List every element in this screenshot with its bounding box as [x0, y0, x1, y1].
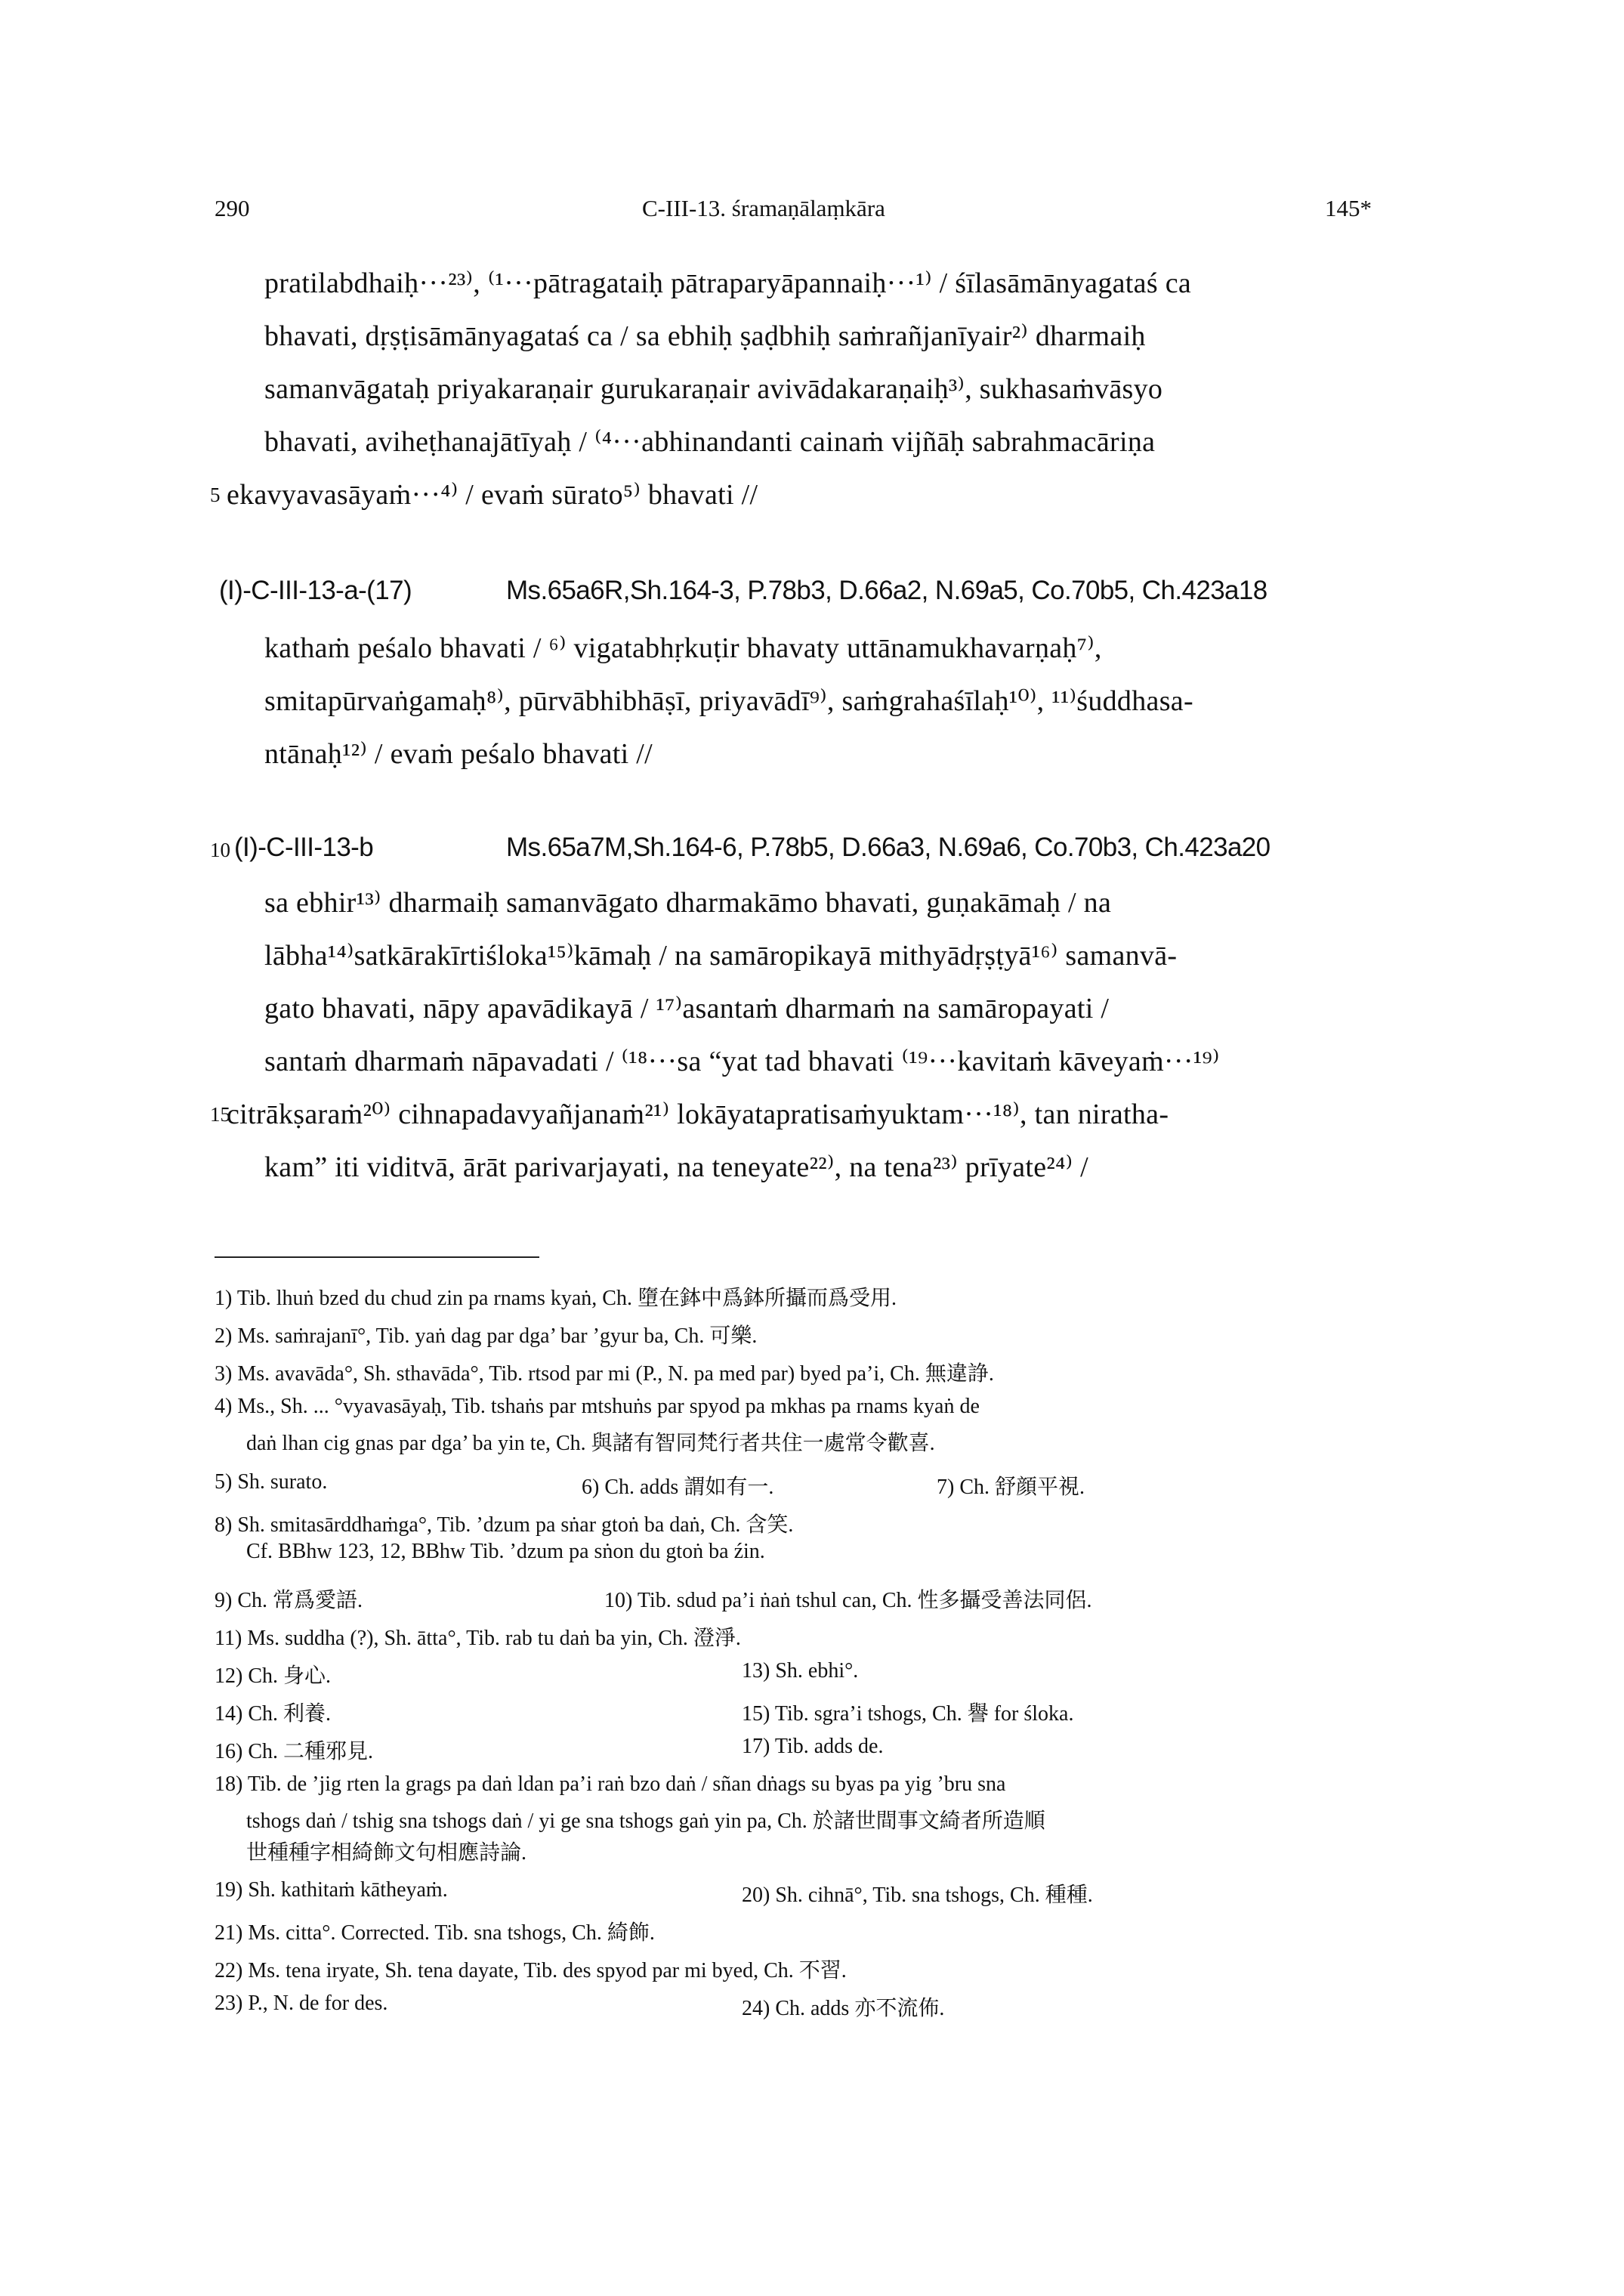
footnote: 21) Ms. citta°. Corrected. Tib. sna tshogs, Ch. 綺飾.	[215, 1921, 655, 1945]
text-line: kam” iti viditvā, ārāt parivarjayati, na teneyate²²⁾, na tena²³⁾ prīyate²⁴⁾ /	[264, 1151, 1088, 1183]
footnote: 18) Tib. de ’jig rten la grags pa daṅ ldan pa’i raṅ bzo daṅ / sñan dṅags su byas pa yig ’bru sna	[215, 1772, 1006, 1796]
running-title: C-III-13. śramaṇālaṃkāra	[642, 195, 885, 221]
section-refs: Ms.65a6R,Sh.164-3, P.78b3, D.66a2, N.69a5, Co.70b5, Ch.423a18	[506, 576, 1267, 605]
text-line: bhavati, aviheṭhanajātīyaḥ / ⁽⁴···abhinandanti cainaṁ vijñāḥ sabrahmacāriṇa	[264, 426, 1156, 458]
footnote: 16) Ch. 二種邪見.	[215, 1740, 374, 1763]
footnote: 11) Ms. suddha (?), Sh. ātta°, Tib. rab tu daṅ ba yin, Ch. 澄淨.	[215, 1627, 741, 1650]
section-label: (I)-C-III-13-b	[234, 833, 374, 862]
text-line: smitapūrvaṅgamaḥ⁸⁾, pūrvābhibhāṣī, priyavādī⁹⁾, saṁgrahaśīlaḥ¹⁰⁾, ¹¹⁾śuddhasa-	[264, 685, 1193, 717]
footnote-rule	[215, 1256, 539, 1258]
footnote: 14) Ch. 利養.	[215, 1702, 332, 1726]
footnote: 24) Ch. adds 亦不流佈.	[742, 1997, 945, 2020]
footnote: 12) Ch. 身心.	[215, 1664, 332, 1688]
footnote: 9) Ch. 常爲愛語.	[215, 1589, 363, 1612]
footnote-continuation: tshogs daṅ / tshig sna tshogs daṅ / yi ge sna tshogs gaṅ yin pa, Ch. 於諸世間事文綺者所造順	[246, 1809, 1045, 1833]
footnote: 7) Ch. 舒顔平視.	[937, 1476, 1085, 1499]
footnote-continuation: daṅ lhan cig gnas par dga’ ba yin te, Ch. 與諸有智同梵行者共住一處常令歡喜.	[246, 1432, 935, 1455]
footnote: 6) Ch. adds 謂如有一.	[582, 1476, 774, 1499]
footnote: 4) Ms., Sh. ... °vyavasāyaḥ, Tib. tshaṅs par mtshuṅs par spyod pa mkhas pa rnams kyaṅ de	[215, 1395, 980, 1418]
footnote: 13) Sh. ebhi°.	[742, 1659, 859, 1683]
folio-number: 145*	[1325, 195, 1372, 221]
footnote-continuation: Cf. BBhw 123, 12, BBhw Tib. ’dzum pa sṅon du gtoṅ ba źin.	[246, 1540, 765, 1563]
text-line: bhavati, dṛṣṭisāmānyagataś ca / sa ebhiḥ ṣaḍbhiḥ saṁrañjanīyair²⁾ dharmaiḥ	[264, 320, 1146, 352]
section-refs: Ms.65a7M,Sh.164-6, P.78b5, D.66a3, N.69a6, Co.70b3, Ch.423a20	[506, 833, 1270, 862]
text-line: gato bhavati, nāpy apavādikayā / ¹⁷⁾asantaṁ dharmaṁ na samāropayati /	[264, 993, 1110, 1024]
footnote: 20) Sh. cihnā°, Tib. sna tshogs, Ch. 種種.	[742, 1883, 1093, 1907]
footnote: 23) P., N. de for des.	[215, 1992, 388, 2015]
page-number: 290	[215, 195, 250, 221]
text-line: samanvāgataḥ priyakaraṇair gurukaraṇair avivādakaraṇaiḥ³⁾, sukhasaṁvāsyo	[264, 373, 1163, 405]
footnote: 22) Ms. tena iryate, Sh. tena dayate, Tib. des spyod par mi byed, Ch. 不習.	[215, 1959, 847, 1982]
line-number: 5	[210, 484, 221, 506]
footnote-continuation: 世種種字相綺飾文句相應詩論.	[246, 1841, 527, 1865]
text-line: ekavyavasāyaṁ···⁴⁾ / evaṁ sūrato⁵⁾ bhavati //	[227, 479, 758, 511]
text-line: pratilabdhaiḥ···²³⁾, ⁽¹···pātragataiḥ pātraparyāpannaiḥ···¹⁾ / śīlasāmānyagataś ca	[264, 267, 1192, 299]
text-line: santaṁ dharmaṁ nāpavadati / ⁽¹⁸···sa “yat tad bhavati ⁽¹⁹···kavitaṁ kāveyaṁ···¹⁹⁾	[264, 1046, 1220, 1077]
footnote: 17) Tib. adds de.	[742, 1735, 884, 1758]
text-line: lābha¹⁴⁾satkārakīrtiśloka¹⁵⁾kāmaḥ / na samāropikayā mithyādṛṣṭyā¹⁶⁾ samanvā-	[264, 940, 1178, 972]
text-line: citrākṣaraṁ²⁰⁾ cihnapadavyañjanaṁ²¹⁾ lokāyatapratisaṁyuktam···¹⁸⁾, tan niratha-	[227, 1099, 1169, 1130]
footnote: 3) Ms. avavāda°, Sh. sthavāda°, Tib. rtsod par mi (P., N. pa med par) byed pa’i, Ch. 無違諍.	[215, 1362, 994, 1386]
footnote: 5) Sh. surato.	[215, 1470, 328, 1494]
footnote: 19) Sh. kathitaṁ kātheyaṁ.	[215, 1878, 448, 1902]
footnote: 15) Tib. sgra’i tshogs, Ch. 譽 for śloka.	[742, 1702, 1074, 1726]
line-number: 15	[210, 1103, 230, 1126]
line-number: 10	[210, 839, 230, 861]
text-line: kathaṁ peśalo bhavati / ⁶⁾ vigatabhṛkuṭir bhavaty uttānamukhavarṇaḥ⁷⁾,	[264, 632, 1102, 664]
footnote: 2) Ms. saṁrajanī°, Tib. yaṅ dag par dga’ bar ’gyur ba, Ch. 可樂.	[215, 1324, 758, 1348]
text-line: sa ebhir¹³⁾ dharmaiḥ samanvāgato dharmakāmo bhavati, guṇakāmaḥ / na	[264, 887, 1112, 919]
footnote: 1) Tib. lhuṅ bzed du chud zin pa rnams kyaṅ, Ch. 墮在鉢中爲鉢所攝而爲受用.	[215, 1287, 897, 1310]
section-label: (I)-C-III-13-a-(17)	[219, 576, 412, 605]
footnote: 10) Tib. sdud pa’i ṅaṅ tshul can, Ch. 性多攝受善法同侶.	[604, 1589, 1092, 1612]
text-line: ntānaḥ¹²⁾ / evaṁ peśalo bhavati //	[264, 738, 653, 770]
footnote: 8) Sh. smitasārddhaṁga°, Tib. ’dzum pa sṅar gtoṅ ba daṅ, Ch. 含笑.	[215, 1513, 794, 1537]
